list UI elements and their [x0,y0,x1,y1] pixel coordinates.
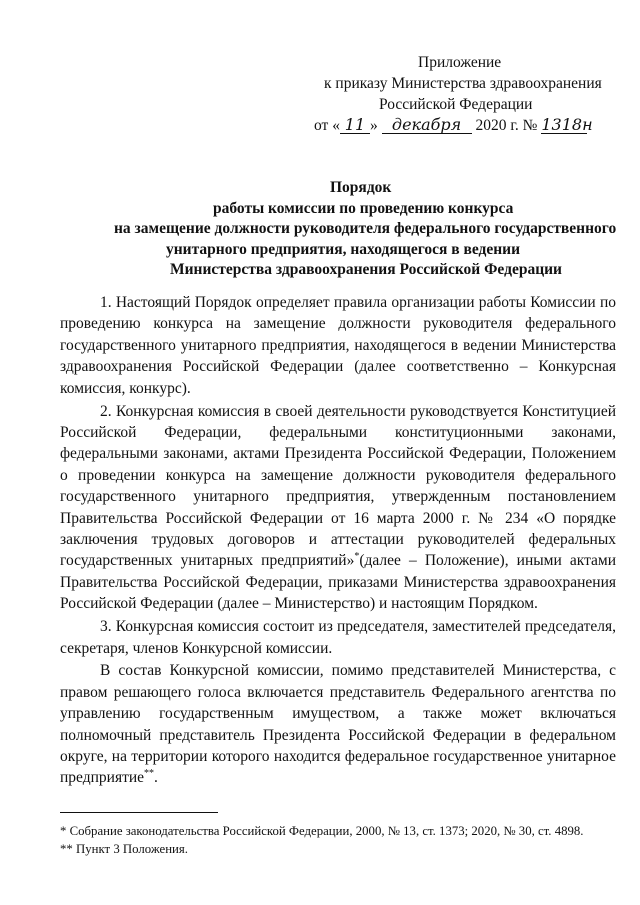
handwritten-day: 11 [340,117,370,134]
document-title [0,178,640,281]
footnote-mark-1: * [354,551,360,563]
footnote-mark-2: ** [144,768,155,780]
handwritten-month: декабря [382,117,472,134]
title-line-5: Министерства здравоохранения Российской Федерации [170,261,562,278]
title-line-2: работы комиссии по проведению конкурса [213,199,514,217]
date-prefix: от « [314,117,340,134]
paragraph-4 [60,660,616,788]
paragraph-1: 1. Настоящий Порядок определяет правила организации работы Комиссии по проведению конкурса на замещение должности руководителя федерального государственного унитарного предприятия, находящегося в ведении Министерства здравоохранения Российской Федерации (далее соответственно – Конкурсная комиссия, конкурс). [60,294,616,397]
paragraph-2-text-b: (далее – Положение), иными актами Правительства Российской Федерации, приказами Министерства здравоохранения Российской Федерации (далее – Министерство) и настоящим Порядком. [60,552,617,613]
title-line-4: унитарного предприятия, находящегося в ведении [166,240,521,258]
appendix-header [290,52,610,136]
footnote-2: ** Пункт 3 Положения. [60,842,188,856]
title-line-3: на замещение должности руководителя федерального государственного [114,220,617,237]
handwritten-order-number: 1318н [541,115,593,134]
paragraph-3: 3. Конкурсная комиссия состоит из председателя, заместителей председателя, секретаря, членов Конкурсной комиссии. [60,618,616,657]
document-body [60,292,616,790]
appendix-date-line [290,115,610,136]
appendix-order-ref: к приказу Министерства здравоохранения [324,75,602,92]
appendix-country: Российской Федерации [379,96,533,113]
paragraph-4-text: В состав Конкурсной комиссии, помимо представителей Министерства, с правом решающего голоса включается представитель Федерального агентства по управлению государственным имуществом, а также может включаться полномочный представитель Президента Российской Федерации в федеральном округе, на территории которого находится федеральное государственное унитарное предприятие [60,662,616,787]
paragraph-2-text-a: 2. Конкурсная комиссия в своей деятельности руководствуется Конституцией Российской Федерации, федеральными конституционными законами, федеральными законами, актами Президента Российской Федерации, Положением о проведении конкурса на замещение должности руководителя федерального государственного унитарного предприятия, утвержденным постановлением Правительства Российской Федерации от 16 марта 2000 г. № 234 «О порядке заключения трудовых договоров и аттестации руководителей федеральных государственных унитарных предприятий» [60,402,616,570]
year-suffix: 2020 г. № [475,117,538,134]
footnote-divider [60,812,218,813]
title-line-1: Порядок [330,179,392,196]
appendix-title: Приложение [418,54,502,71]
footnotes [60,822,620,858]
paragraph-2 [60,401,616,615]
date-mid: » [369,117,378,134]
footnote-1: * Собрание законодательства Российской Федерации, 2000, № 13, ст. 1373; 2020, № 30, ст. 4898. [60,824,584,838]
paragraph-4-end: . [154,769,158,787]
